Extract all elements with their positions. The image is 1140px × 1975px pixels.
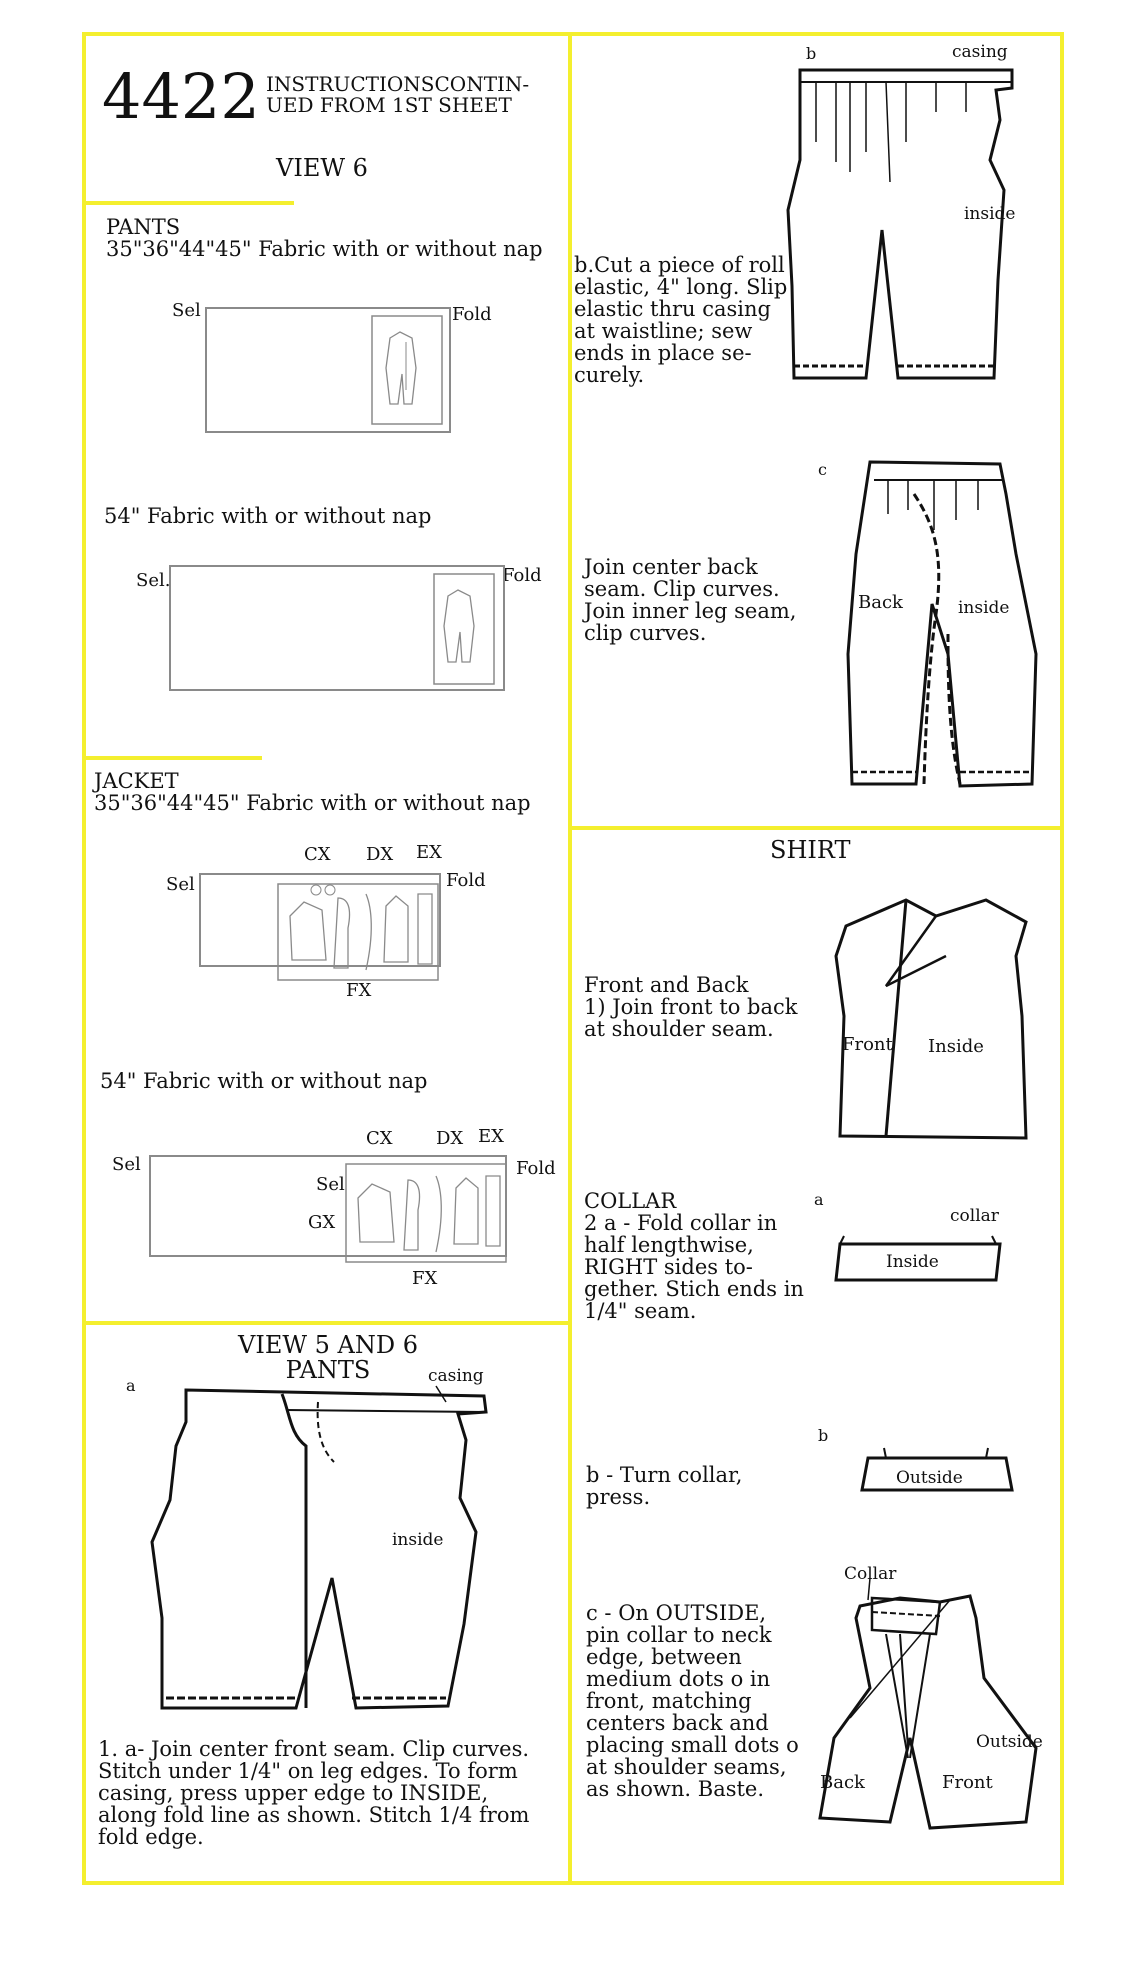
shirt-c-diagram: [800, 1578, 1040, 1838]
view56-pants-diagram: [146, 1382, 496, 1732]
pants-c-diagram: [838, 454, 1038, 794]
shirt-c-text: c - On OUTSIDE, pin collar to neck edge, between medium dots o in front, matching centers back and placing small dots o at shoulder seams, as shown. Baste.: [586, 1601, 799, 1802]
pants-layout-diagram: [200, 300, 460, 440]
jacket-heading: JACKET 35"36"44"45" Fabric with or without nap: [94, 769, 531, 816]
jacket54-dx-label: DX: [436, 1128, 464, 1149]
divider-view56: [82, 1321, 570, 1325]
center-divider: [568, 32, 572, 1885]
jacket54-ex-label: EX: [478, 1126, 504, 1147]
view-title: VIEW 6: [276, 154, 368, 182]
shirt-a-letter: a: [814, 1190, 824, 1209]
shirt-c-back-label: Back: [820, 1772, 865, 1793]
shirt-inside-label: Inside: [928, 1036, 984, 1057]
pants-54-heading: 54" Fabric with or without nap: [104, 504, 432, 528]
pants-c-letter: c: [818, 460, 827, 479]
view56-step1-text: 1. a- Join center front seam. Clip curves. Stitch under 1/4" on leg edges. To form casing, press upper edge to INSIDE, along fold line as shown. Stitch 1/4 from fold edge.: [98, 1737, 530, 1850]
jacket-layout-diagram: [196, 868, 446, 984]
jacket-ex-label: EX: [416, 842, 442, 863]
jacket54-fold-label: Fold: [516, 1158, 556, 1179]
shirt-front-label: Front: [842, 1034, 893, 1055]
jacket-sel-label: Sel: [166, 874, 195, 895]
pants-sel-label: Sel: [172, 300, 201, 321]
shirt-c-collar-label: Collar: [844, 1564, 897, 1584]
jacket54-cx-label: CX: [366, 1128, 393, 1149]
pants54-fold-label: Fold: [502, 565, 542, 586]
pants-fold-label: Fold: [452, 304, 492, 325]
shirt-title: SHIRT: [770, 836, 851, 864]
shirt-collar-outside-label: Outside: [896, 1468, 963, 1488]
pants-b-text: b.Cut a piece of roll elastic, 4" long. Slip elastic thru casing at waistline; sew ends in place se- curely.: [574, 253, 788, 388]
pattern-number: 4422: [102, 60, 260, 133]
jacket54-sel2-label: Sel: [316, 1174, 345, 1195]
jacket54-sel-label: Sel: [112, 1154, 141, 1175]
shirt-front-back-text: Front and Back 1) Join front to back at shoulder seam.: [584, 973, 798, 1042]
pants-c-inside-label: inside: [958, 598, 1010, 618]
shirt-c-front-label: Front: [942, 1772, 993, 1793]
pants-b-letter: b: [806, 44, 817, 63]
divider-view6: [82, 201, 294, 205]
jacket-fx-label: FX: [346, 980, 372, 1001]
pants-c-text: Join center back seam. Clip curves. Join inner leg seam, clip curves.: [584, 555, 797, 646]
pants-c-back-label: Back: [858, 592, 903, 613]
jacket-dx-label: DX: [366, 844, 394, 865]
pants-heading: PANTS 35"36"44"45" Fabric with or without nap: [106, 215, 543, 262]
pants-b-inside-label: inside: [964, 204, 1016, 224]
jacket-fold-label: Fold: [446, 870, 486, 891]
pants54-sel-label: Sel.: [136, 570, 171, 591]
jacket54-gx-label: GX: [308, 1212, 336, 1233]
pants-54-layout-diagram: [164, 560, 514, 696]
shirt-front-back-diagram: [826, 896, 1026, 1144]
jacket-cx-label: CX: [304, 844, 331, 865]
divider-jacket: [82, 756, 262, 760]
pants-b-diagram: [786, 60, 1026, 392]
view56-inside-label: inside: [392, 1530, 444, 1550]
pants-b-casing-label: casing: [952, 42, 1008, 62]
jacket-54-heading: 54" Fabric with or without nap: [100, 1069, 428, 1093]
shirt-b-letter: b: [818, 1426, 829, 1445]
jacket54-fx-label: FX: [412, 1268, 438, 1289]
shirt-collar-label: collar: [950, 1206, 999, 1226]
divider-shirt: [570, 826, 1064, 830]
header-subtitle: INSTRUCTIONSCONTIN- UED FROM 1ST SHEET: [266, 72, 530, 117]
shirt-c-outside-label: Outside: [976, 1732, 1043, 1752]
view56-title: VIEW 5 AND 6 PANTS: [238, 1331, 418, 1385]
shirt-collar-inside-label: Inside: [886, 1252, 939, 1272]
jacket-54-layout-diagram: [146, 1150, 516, 1266]
view56-casing-label: casing: [428, 1366, 484, 1386]
shirt-collar-text: COLLAR 2 a - Fold collar in half lengthwise, RIGHT sides to- gether. Stich ends in 1/4" seam.: [584, 1189, 804, 1324]
shirt-b-text: b - Turn collar, press.: [586, 1463, 743, 1510]
view56-step-letter: a: [126, 1376, 136, 1395]
